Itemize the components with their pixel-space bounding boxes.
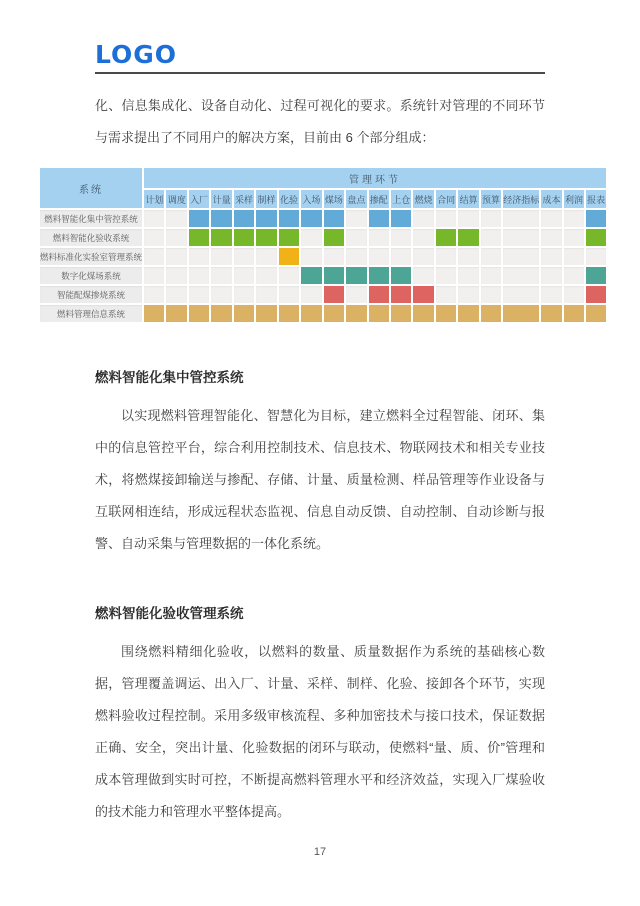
matrix-cell	[541, 267, 561, 284]
company-logo: LOGO	[95, 40, 178, 69]
matrix-cell	[369, 210, 389, 227]
matrix-cell	[189, 210, 209, 227]
matrix-cell	[256, 305, 276, 322]
matrix-cell	[481, 248, 501, 265]
matrix-cell	[211, 229, 231, 246]
matrix-cell	[564, 229, 584, 246]
matrix-column-header: 盘点	[346, 190, 366, 208]
matrix-cell	[256, 267, 276, 284]
matrix-cell	[324, 229, 344, 246]
matrix-row	[40, 267, 606, 284]
matrix-cell	[369, 267, 389, 284]
matrix-cell	[144, 286, 164, 303]
matrix-cell	[301, 229, 321, 246]
matrix-cell	[324, 286, 344, 303]
matrix-cell	[301, 286, 321, 303]
matrix-row-label: 燃料管理信息系统	[40, 305, 142, 322]
matrix-cell	[279, 210, 299, 227]
matrix-cell	[436, 248, 456, 265]
matrix-cell	[436, 286, 456, 303]
matrix-cell	[189, 229, 209, 246]
matrix-cell	[503, 229, 539, 246]
matrix-column-header: 上仓	[391, 190, 411, 208]
matrix-cell	[166, 210, 186, 227]
matrix-cell	[256, 286, 276, 303]
matrix-cell	[503, 248, 539, 265]
matrix-column-header: 利润	[564, 190, 584, 208]
matrix-cell	[279, 267, 299, 284]
matrix-cell	[324, 267, 344, 284]
matrix-column-header: 调度	[166, 190, 186, 208]
matrix-column-header: 计划	[144, 190, 164, 208]
matrix-cell	[586, 267, 606, 284]
matrix-cell	[211, 248, 231, 265]
matrix-column-header: 煤场	[324, 190, 344, 208]
matrix-row	[40, 305, 606, 322]
matrix-cell	[541, 210, 561, 227]
matrix-row-label: 智能配煤掺烧系统	[40, 286, 142, 303]
matrix-cell	[189, 248, 209, 265]
matrix-cell	[369, 305, 389, 322]
matrix-cell	[564, 210, 584, 227]
matrix-cell	[369, 229, 389, 246]
matrix-cell	[413, 305, 433, 322]
matrix-cell	[564, 286, 584, 303]
matrix-column-header: 化验	[279, 190, 299, 208]
document-header	[95, 42, 545, 74]
matrix-cell	[234, 210, 254, 227]
matrix-cell	[301, 248, 321, 265]
section-paragraph: 以实现燃料管理智能化、智慧化为目标，建立燃料全过程智能、闭环、集中的信息管控平台，综合利用控制技术、信息技术、物联网技术和相关专业技术，将燃煤接卸输送与掺配、存储、计量、质量检测、样品管理等作业设备与互联网相连结，形成远程状态监视、信息自动反馈、自动控制、自动诊断与报警、自动采集与管理数据的一体化系统。	[95, 408, 545, 551]
matrix-cell	[564, 305, 584, 322]
matrix-cell	[279, 286, 299, 303]
section-heading: 燃料智能化验收管理系统	[95, 606, 244, 621]
matrix-cell	[481, 267, 501, 284]
matrix-cell	[586, 248, 606, 265]
matrix-cell	[436, 305, 456, 322]
matrix-row	[40, 229, 606, 246]
matrix-column-header: 燃烧	[413, 190, 433, 208]
matrix-cell	[586, 286, 606, 303]
matrix-column-header: 掺配	[369, 190, 389, 208]
matrix-column-header: 采样	[234, 190, 254, 208]
matrix-row-label: 燃料标准化实验室管理系统	[40, 248, 142, 265]
header-divider	[95, 72, 545, 74]
matrix-column-header: 报表	[586, 190, 606, 208]
matrix-column-header: 计量	[211, 190, 231, 208]
matrix-cell	[503, 286, 539, 303]
page-number: 17	[313, 846, 327, 858]
matrix-cell	[481, 305, 501, 322]
matrix-cell	[324, 248, 344, 265]
matrix-cell	[541, 229, 561, 246]
matrix-table	[38, 166, 608, 324]
matrix-column-header: 合同	[436, 190, 456, 208]
matrix-column-header: 成本	[541, 190, 561, 208]
matrix-row	[40, 286, 606, 303]
matrix-cell	[413, 210, 433, 227]
matrix-cell	[166, 267, 186, 284]
matrix-cell	[279, 248, 299, 265]
matrix-cell	[391, 286, 411, 303]
matrix-cell	[458, 229, 478, 246]
matrix-cell	[166, 305, 186, 322]
matrix-cell	[144, 267, 164, 284]
matrix-column-header: 预算	[481, 190, 501, 208]
matrix-cell	[436, 210, 456, 227]
matrix-cell	[413, 267, 433, 284]
matrix-cell	[346, 229, 366, 246]
matrix-cell	[413, 248, 433, 265]
matrix-cell	[346, 305, 366, 322]
matrix-cell	[279, 229, 299, 246]
matrix-column-header: 入厂	[189, 190, 209, 208]
matrix-cell	[234, 229, 254, 246]
matrix-cell	[256, 229, 276, 246]
matrix-cell	[166, 229, 186, 246]
matrix-cell	[564, 248, 584, 265]
matrix-cell	[234, 286, 254, 303]
matrix-cell	[301, 267, 321, 284]
matrix-cell	[166, 248, 186, 265]
matrix-cell	[458, 286, 478, 303]
matrix-cell	[586, 229, 606, 246]
matrix-row-label: 燃料智能化验收系统	[40, 229, 142, 246]
matrix-cell	[586, 305, 606, 322]
matrix-column-header: 结算	[458, 190, 478, 208]
section-paragraph: 围绕燃料精细化验收，以燃料的数量、质量数据作为系统的基础核心数据，管理覆盖调运、出入厂、计量、采样、制样、化验、接卸各个环节，实现燃料验收过程控制。采用多级审核流程、多种加密技术与接口技术，保证数据正确、安全，突出计量、化验数据的闭环与联动，使燃料“量、质、价”管理和成本管理做到实时可控，不断提高燃料管理水平和经济效益，实现入厂煤验收的技术能力和管理水平整体提高。	[95, 644, 545, 819]
matrix-row	[40, 210, 606, 227]
matrix-row	[40, 248, 606, 265]
matrix-cell	[391, 267, 411, 284]
matrix-cell	[144, 248, 164, 265]
matrix-cell	[541, 248, 561, 265]
matrix-row-label: 数字化煤场系统	[40, 267, 142, 284]
matrix-cell	[256, 248, 276, 265]
matrix-cell	[346, 286, 366, 303]
matrix-column-header: 入场	[301, 190, 321, 208]
matrix-cell	[481, 210, 501, 227]
matrix-cell	[369, 286, 389, 303]
matrix-cell	[413, 286, 433, 303]
matrix-cell	[144, 229, 164, 246]
matrix-cell	[211, 305, 231, 322]
matrix-cell	[436, 267, 456, 284]
matrix-cell	[503, 267, 539, 284]
matrix-cell	[324, 210, 344, 227]
matrix-cell	[234, 267, 254, 284]
matrix-cell	[301, 210, 321, 227]
matrix-cell	[458, 248, 478, 265]
matrix-cell	[413, 229, 433, 246]
matrix-cell	[541, 305, 561, 322]
matrix-cell	[234, 248, 254, 265]
matrix-cell	[503, 305, 539, 322]
matrix-column-header: 经济指标	[503, 190, 539, 208]
matrix-cell	[391, 210, 411, 227]
matrix-row-label: 燃料智能化集中管控系统	[40, 210, 142, 227]
matrix-cell	[436, 229, 456, 246]
matrix-corner-header: 系统	[40, 168, 142, 208]
matrix-cell	[279, 305, 299, 322]
section-heading: 燃料智能化集中管控系统	[95, 370, 244, 385]
matrix-cell	[586, 210, 606, 227]
matrix-column-header: 制样	[256, 190, 276, 208]
matrix-cell	[458, 267, 478, 284]
matrix-cell	[144, 305, 164, 322]
intro-paragraph: 化、信息集成化、设备自动化、过程可视化的要求。系统针对管理的不同环节与需求提出了不同用户的解决方案，目前由 6 个部分组成：	[95, 98, 545, 145]
matrix-cell	[346, 267, 366, 284]
matrix-cell	[234, 305, 254, 322]
matrix-cell	[301, 305, 321, 322]
matrix-cell	[211, 210, 231, 227]
matrix-cell	[541, 286, 561, 303]
system-management-matrix	[38, 166, 608, 324]
matrix-cell	[564, 267, 584, 284]
matrix-cell	[189, 305, 209, 322]
matrix-cell	[346, 248, 366, 265]
body-sections	[95, 366, 545, 828]
matrix-cell	[503, 210, 539, 227]
matrix-cell	[458, 210, 478, 227]
matrix-cell	[256, 210, 276, 227]
matrix-cell	[324, 305, 344, 322]
matrix-cell	[189, 267, 209, 284]
matrix-cell	[391, 248, 411, 265]
matrix-cell	[211, 286, 231, 303]
matrix-cell	[166, 286, 186, 303]
matrix-cell	[346, 210, 366, 227]
matrix-cell	[144, 210, 164, 227]
matrix-cell	[189, 286, 209, 303]
matrix-cell	[481, 229, 501, 246]
matrix-cell	[391, 229, 411, 246]
matrix-cell	[481, 286, 501, 303]
matrix-cell	[391, 305, 411, 322]
matrix-cell	[211, 267, 231, 284]
matrix-cell	[369, 248, 389, 265]
matrix-cell	[458, 305, 478, 322]
matrix-group-header: 管理环节	[144, 168, 606, 188]
